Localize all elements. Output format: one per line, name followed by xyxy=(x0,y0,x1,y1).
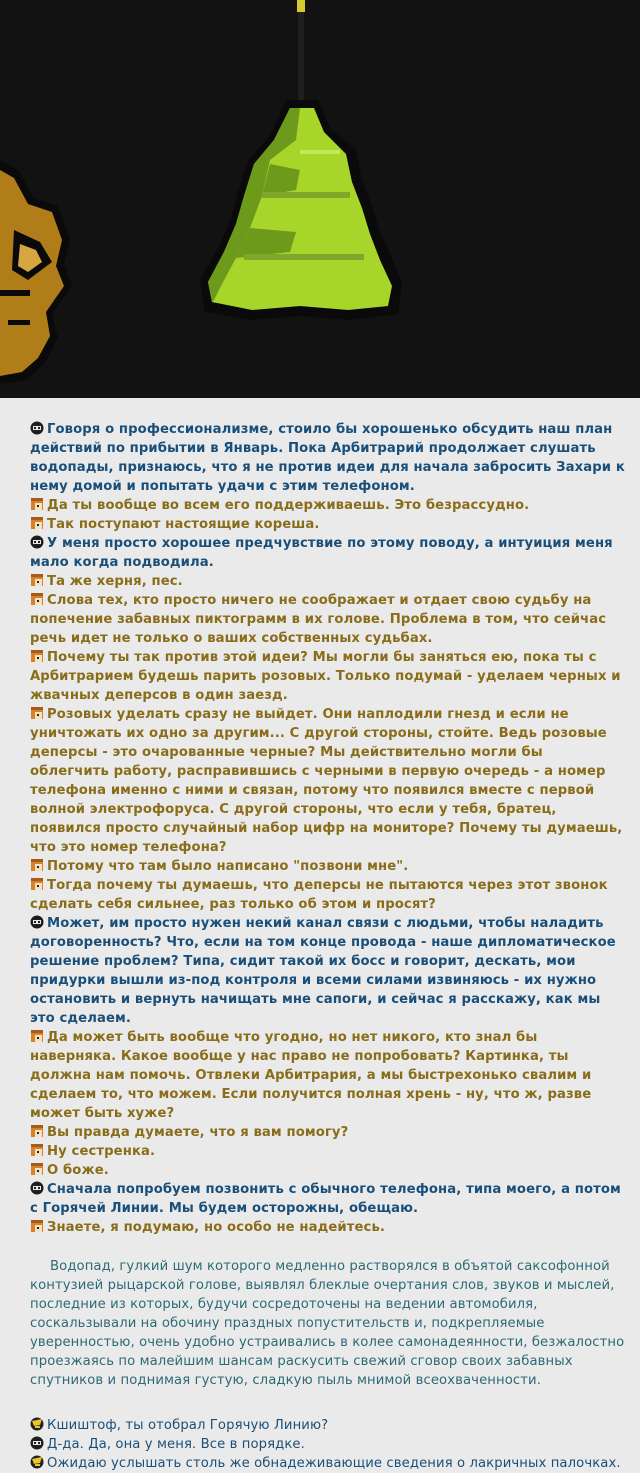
dialogue-line xyxy=(30,420,626,496)
yellow-crest-face-icon xyxy=(30,1455,44,1469)
dialogue-text: Ожидаю услышать столь же обнадеживающие сведения о лакричных палочках. xyxy=(47,1456,621,1471)
dialogue-text: Д-да. Да, она у меня. Все в порядке. xyxy=(47,1437,305,1452)
hooded-face-icon xyxy=(30,535,44,549)
hooded-face-icon xyxy=(30,1181,44,1195)
dialogue-line xyxy=(30,515,626,534)
orange-hair-face-icon xyxy=(30,516,44,530)
dialogue-text: Тогда почему ты думаешь, что деперсы не пытаются через этот звонок сделать себя сильнее, раз только об этом и просят? xyxy=(30,878,608,912)
orange-hair-face-icon xyxy=(30,706,44,720)
dialogue-line xyxy=(30,572,626,591)
dialogue-text: Так поступают настоящие кореша. xyxy=(47,517,320,532)
dialogue-list xyxy=(30,420,626,1237)
dialogue-text: Сначала попробуем позвонить с обычного телефона, типа моего, а потом с Горячей Линии. Мы будем осторожны, обещаю. xyxy=(30,1182,621,1216)
hooded-face-icon xyxy=(30,1436,44,1450)
dialogue-text: Может, им просто нужен некий канал связи с людьми, чтобы наладить договоренность? Что, если на том конце провода - наше дипломатическое решение проблем? Типа, сидит такой их босс и говорит, дескать, мои придурки вышли из-под контроля и всеми силами извиняюсь - их нужно остановить и вернуть начищать мне сапоги, и сейчас я расскажу, как мы это сделаем. xyxy=(30,916,616,1026)
dialogue-line xyxy=(30,1180,626,1218)
orange-hair-face-icon xyxy=(30,877,44,891)
dialogue-text: Ну сестренка. xyxy=(47,1144,156,1159)
orange-hair-face-icon xyxy=(30,858,44,872)
dialogue-line xyxy=(30,857,626,876)
dialogue-line xyxy=(30,1142,626,1161)
dialogue-text: Потому что там было написано "позвони мне". xyxy=(47,859,409,874)
dialogue-text: Говоря о профессионализме, стоило бы хорошенько обсудить наш план действий по прибытии в Январь. Пока Арбитрарий продолжает слушать водопады, признаюсь, что я не против идеи для начала забросить Захари к нему домой и попытать удачи с этим телефоном. xyxy=(30,422,625,494)
dialogue-line xyxy=(30,534,626,572)
hooded-face-icon xyxy=(30,421,44,435)
dialogue-line xyxy=(30,914,626,1028)
dialogue-line xyxy=(30,1435,626,1454)
dialogue-text: Знаете, я подумаю, но особо не надейтесь. xyxy=(47,1220,385,1235)
orange-hair-face-icon xyxy=(30,1162,44,1176)
dialogue-text: Та же херня, пес. xyxy=(47,574,183,589)
dialogue-list-2 xyxy=(30,1416,626,1473)
orange-hair-face-icon xyxy=(30,1029,44,1043)
dialogue-text: У меня просто хорошее предчувствие по этому поводу, а интуиция меня мало когда подводила. xyxy=(30,536,613,570)
dialogue-line xyxy=(30,591,626,648)
dialogue-line xyxy=(30,1028,626,1123)
pixel-art-scene xyxy=(0,0,640,398)
rope xyxy=(298,0,304,100)
dialogue-text: Розовых уделать сразу не выйдет. Они наплодили гнезд и если не уничтожать их одно за другим... С другой стороны, стойте. Ведь розовые деперсы - это очарованные черные? Мы действительно могли бы облегчить работу, расправившись с черными в первую очередь - а номер телефона именно с ними и связан, потому что появился вместе с первой волной электрофоруса. С другой стороны, что если у тебя, братец, появился просто случайный набор цифр на мониторе? Почему ты думаешь, что это номер телефона? xyxy=(30,707,623,855)
dialogue-text: Да ты вообще во всем его поддерживаешь. Это безрассудно. xyxy=(47,498,530,513)
orange-hair-face-icon xyxy=(30,592,44,606)
orange-hair-face-icon xyxy=(30,573,44,587)
dialogue-text: Почему ты так против этой идеи? Мы могли бы заняться ею, пока ты с Арбитрарием будешь парить розовых. Только подумай - уделаем черных и жвачных деперсов в один заезд. xyxy=(30,650,621,703)
dialogue-line xyxy=(30,496,626,515)
scene-illustration xyxy=(0,0,640,398)
dialogue-line xyxy=(30,1454,626,1473)
orange-hair-face-icon xyxy=(30,649,44,663)
dialogue-line xyxy=(30,1161,626,1180)
orange-hair-face-icon xyxy=(30,497,44,511)
dialogue-line xyxy=(30,648,626,705)
narration-paragraph: Водопад, гулкий шум которого медленно растворялся в объятой саксофонной контузией рыцарской голове, выявлял блеклые очертания слов, звуков и мыслей, последние из которых, будучи сосредоточены на ведении автомобиля, соскальзывали на обочину праздных попустительств и, подкрепляемые уверенностью, очень удобно устраивались в колее самонадеянности, безжалостно проезжаясь по малейшим шансам раскусить свежий сговор своих забавных спутников и поднимая густую, сладкую пыль мнимой всеохваченности. xyxy=(30,1259,625,1388)
dialogue-text: Да может быть вообще что угодно, но нет никого, кто знал бы наверняка. Какое вообще у нас право не попробовать? Картинка, ты должна нам помочь. Отвлеки Арбитрария, а мы быстрехонько свалим и сделаем то, что можем. Если получится полная хрень - ну, что ж, разве может быть хуже? xyxy=(30,1030,592,1121)
transcript xyxy=(0,398,640,1471)
hooded-face-icon xyxy=(30,915,44,929)
dialogue-line xyxy=(30,1123,626,1142)
dialogue-line xyxy=(30,876,626,914)
dialogue-line xyxy=(30,1416,626,1435)
orange-hair-face-icon xyxy=(30,1124,44,1138)
dialogue-line xyxy=(30,705,626,857)
dialogue-text: Кшиштоф, ты отобрал Горячую Линию? xyxy=(47,1418,329,1433)
orange-hair-face-icon xyxy=(30,1143,44,1157)
yellow-crest-face-icon xyxy=(30,1417,44,1431)
dialogue-text: О боже. xyxy=(47,1163,109,1178)
dialogue-text: Слова тех, кто просто ничего не соображает и отдает свою судьбу на попечение забавных пиктограмм в их голове. Проблема в том, что сейчас речь идет не только о ваших собственных судьбах. xyxy=(30,593,607,646)
dialogue-text: Вы правда думаете, что я вам помогу? xyxy=(47,1125,349,1140)
dialogue-line xyxy=(30,1218,626,1237)
orange-hair-face-icon xyxy=(30,1219,44,1233)
